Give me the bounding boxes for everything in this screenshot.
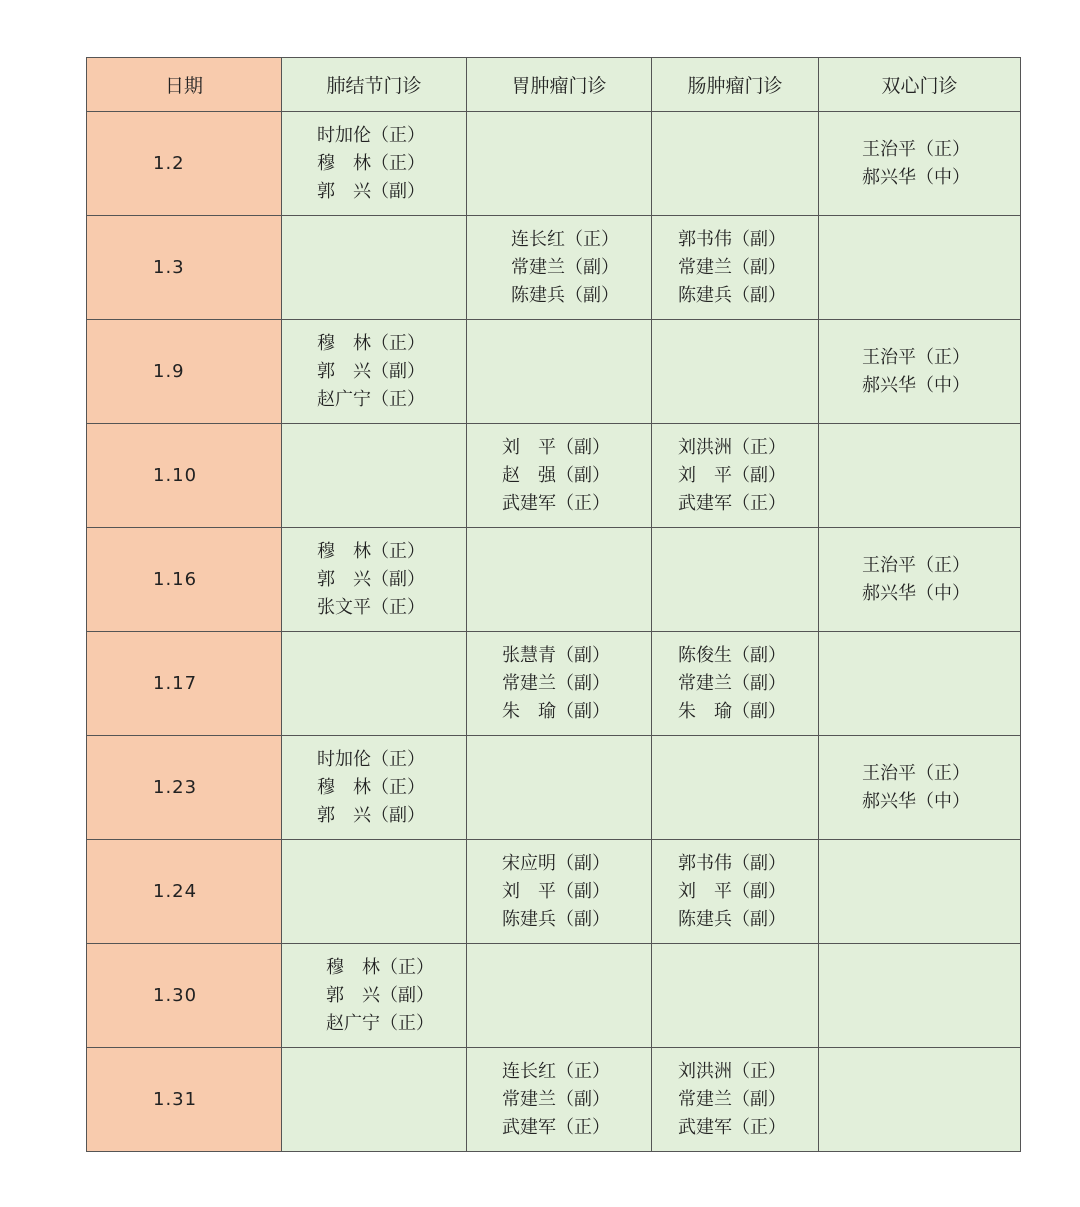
colorectal-tumor-cell	[652, 944, 819, 1048]
doctor-name: 武建军（正）	[502, 492, 610, 514]
doctor-name: 穆 林（正）	[317, 540, 425, 562]
table-row	[87, 1048, 1021, 1152]
doctor-name: 穆 林（正）	[317, 152, 425, 174]
doctor-list	[652, 434, 818, 518]
doctor-name: 赵 强（副）	[502, 464, 610, 486]
colorectal-tumor-cell	[652, 112, 819, 216]
double-heart-cell	[819, 736, 1021, 840]
doctor-name: 郭 兴（副）	[317, 180, 425, 202]
doctor-name: 朱 瑜（副）	[678, 700, 786, 722]
gastric-tumor-cell	[467, 632, 652, 736]
doctor-name: 武建军（正）	[502, 1116, 610, 1138]
doctor-name: 陈建兵（副）	[502, 908, 610, 930]
doctor-name: 郭书伟（副）	[678, 228, 786, 250]
date-cell: 1.3	[87, 216, 282, 320]
date-cell: 1.31	[87, 1048, 282, 1152]
table-row	[87, 944, 1021, 1048]
doctor-list	[652, 850, 818, 934]
doctor-name: 常建兰（副）	[678, 672, 786, 694]
gastric-tumor-cell	[467, 216, 652, 320]
lung-nodule-cell	[282, 320, 467, 424]
doctor-list	[467, 850, 651, 934]
doctor-name: 时加伦（正）	[317, 748, 425, 770]
lung-nodule-cell	[282, 216, 467, 320]
gastric-tumor-cell	[467, 320, 652, 424]
doctor-name: 穆 林（正）	[317, 776, 425, 798]
gastric-tumor-cell	[467, 840, 652, 944]
double-heart-cell	[819, 1048, 1021, 1152]
column-header-gastric-tumor-clinic: 胃肿瘤门诊	[467, 58, 652, 112]
doctor-name: 陈建兵（副）	[511, 284, 619, 306]
colorectal-tumor-cell	[652, 736, 819, 840]
doctor-name: 王治平（正）	[862, 346, 970, 368]
double-heart-cell	[819, 632, 1021, 736]
doctor-list	[282, 954, 466, 1038]
gastric-tumor-cell	[467, 528, 652, 632]
date-cell: 1.9	[87, 320, 282, 424]
column-header-lung-nodule-clinic: 肺结节门诊	[282, 58, 467, 112]
gastric-tumor-cell	[467, 736, 652, 840]
date-cell: 1.24	[87, 840, 282, 944]
doctor-name: 刘洪洲（正）	[678, 1060, 786, 1082]
doctor-list	[282, 122, 466, 206]
doctor-name: 刘 平（副）	[678, 880, 786, 902]
header-row	[87, 58, 1021, 112]
lung-nodule-cell	[282, 632, 467, 736]
column-header-date: 日期	[87, 58, 282, 112]
doctor-name: 武建军（正）	[678, 492, 786, 514]
date-cell: 1.17	[87, 632, 282, 736]
doctor-list	[652, 226, 818, 310]
doctor-list	[652, 642, 818, 726]
lung-nodule-cell	[282, 112, 467, 216]
column-header-double-heart-clinic: 双心门诊	[819, 58, 1021, 112]
date-cell: 1.23	[87, 736, 282, 840]
doctor-name: 陈建兵（副）	[678, 908, 786, 930]
lung-nodule-cell	[282, 528, 467, 632]
doctor-name: 陈建兵（副）	[678, 284, 786, 306]
doctor-list	[467, 1058, 651, 1142]
doctor-name: 赵广宁（正）	[326, 1012, 434, 1034]
double-heart-cell	[819, 112, 1021, 216]
doctor-name: 陈俊生（副）	[678, 644, 786, 666]
lung-nodule-cell	[282, 944, 467, 1048]
colorectal-tumor-cell	[652, 528, 819, 632]
doctor-name: 穆 林（正）	[317, 332, 425, 354]
doctor-name: 常建兰（副）	[678, 256, 786, 278]
doctor-name: 王治平（正）	[862, 762, 970, 784]
doctor-list	[467, 642, 651, 726]
table-row	[87, 528, 1021, 632]
doctor-list	[819, 344, 1020, 400]
doctor-name: 郭书伟（副）	[678, 852, 786, 874]
table-row	[87, 216, 1021, 320]
lung-nodule-cell	[282, 840, 467, 944]
double-heart-cell	[819, 528, 1021, 632]
gastric-tumor-cell	[467, 112, 652, 216]
doctor-name: 张慧青（副）	[502, 644, 610, 666]
doctor-name: 常建兰（副）	[511, 256, 619, 278]
double-heart-cell	[819, 424, 1021, 528]
doctor-list	[467, 434, 651, 518]
doctor-name: 武建军（正）	[678, 1116, 786, 1138]
doctor-name: 赵广宁（正）	[317, 388, 425, 410]
table-row	[87, 632, 1021, 736]
doctor-name: 连长红（正）	[511, 228, 619, 250]
doctor-name: 刘洪洲（正）	[678, 436, 786, 458]
doctor-list	[282, 330, 466, 414]
double-heart-cell	[819, 944, 1021, 1048]
date-cell: 1.10	[87, 424, 282, 528]
doctor-name: 刘 平（副）	[678, 464, 786, 486]
lung-nodule-cell	[282, 424, 467, 528]
doctor-list	[467, 226, 651, 310]
date-cell: 1.16	[87, 528, 282, 632]
table-row	[87, 112, 1021, 216]
doctor-list	[652, 1058, 818, 1142]
date-cell: 1.30	[87, 944, 282, 1048]
doctor-name: 郝兴华（中）	[862, 790, 970, 812]
doctor-name: 郝兴华（中）	[862, 166, 970, 188]
doctor-name: 刘 平（副）	[502, 880, 610, 902]
doctor-name: 郝兴华（中）	[862, 582, 970, 604]
doctor-list	[819, 552, 1020, 608]
clinic-schedule-table	[86, 57, 1021, 1152]
doctor-name: 王治平（正）	[862, 138, 970, 160]
double-heart-cell	[819, 320, 1021, 424]
doctor-name: 朱 瑜（副）	[502, 700, 610, 722]
lung-nodule-cell	[282, 736, 467, 840]
doctor-name: 郭 兴（副）	[317, 360, 425, 382]
colorectal-tumor-cell	[652, 216, 819, 320]
doctor-name: 郭 兴（副）	[317, 804, 425, 826]
doctor-name: 宋应明（副）	[502, 852, 610, 874]
doctor-list	[819, 760, 1020, 816]
lung-nodule-cell	[282, 1048, 467, 1152]
colorectal-tumor-cell	[652, 632, 819, 736]
gastric-tumor-cell	[467, 424, 652, 528]
doctor-list	[282, 746, 466, 830]
doctor-name: 时加伦（正）	[317, 124, 425, 146]
doctor-name: 常建兰（副）	[502, 672, 610, 694]
doctor-name: 穆 林（正）	[326, 956, 434, 978]
doctor-name: 常建兰（副）	[502, 1088, 610, 1110]
table-row	[87, 840, 1021, 944]
colorectal-tumor-cell	[652, 840, 819, 944]
doctor-name: 张文平（正）	[317, 596, 425, 618]
column-header-colorectal-tumor-clinic: 肠肿瘤门诊	[652, 58, 819, 112]
colorectal-tumor-cell	[652, 1048, 819, 1152]
doctor-list	[282, 538, 466, 622]
table-row	[87, 320, 1021, 424]
doctor-name: 郭 兴（副）	[317, 568, 425, 590]
schedule-body	[87, 112, 1021, 1152]
doctor-name: 郭 兴（副）	[326, 984, 434, 1006]
table-row	[87, 736, 1021, 840]
gastric-tumor-cell	[467, 1048, 652, 1152]
double-heart-cell	[819, 216, 1021, 320]
doctor-name: 常建兰（副）	[678, 1088, 786, 1110]
doctor-name: 王治平（正）	[862, 554, 970, 576]
doctor-list	[819, 136, 1020, 192]
date-cell: 1.2	[87, 112, 282, 216]
doctor-name: 刘 平（副）	[502, 436, 610, 458]
double-heart-cell	[819, 840, 1021, 944]
gastric-tumor-cell	[467, 944, 652, 1048]
doctor-name: 郝兴华（中）	[862, 374, 970, 396]
colorectal-tumor-cell	[652, 424, 819, 528]
table-row	[87, 424, 1021, 528]
colorectal-tumor-cell	[652, 320, 819, 424]
doctor-name: 连长红（正）	[502, 1060, 610, 1082]
